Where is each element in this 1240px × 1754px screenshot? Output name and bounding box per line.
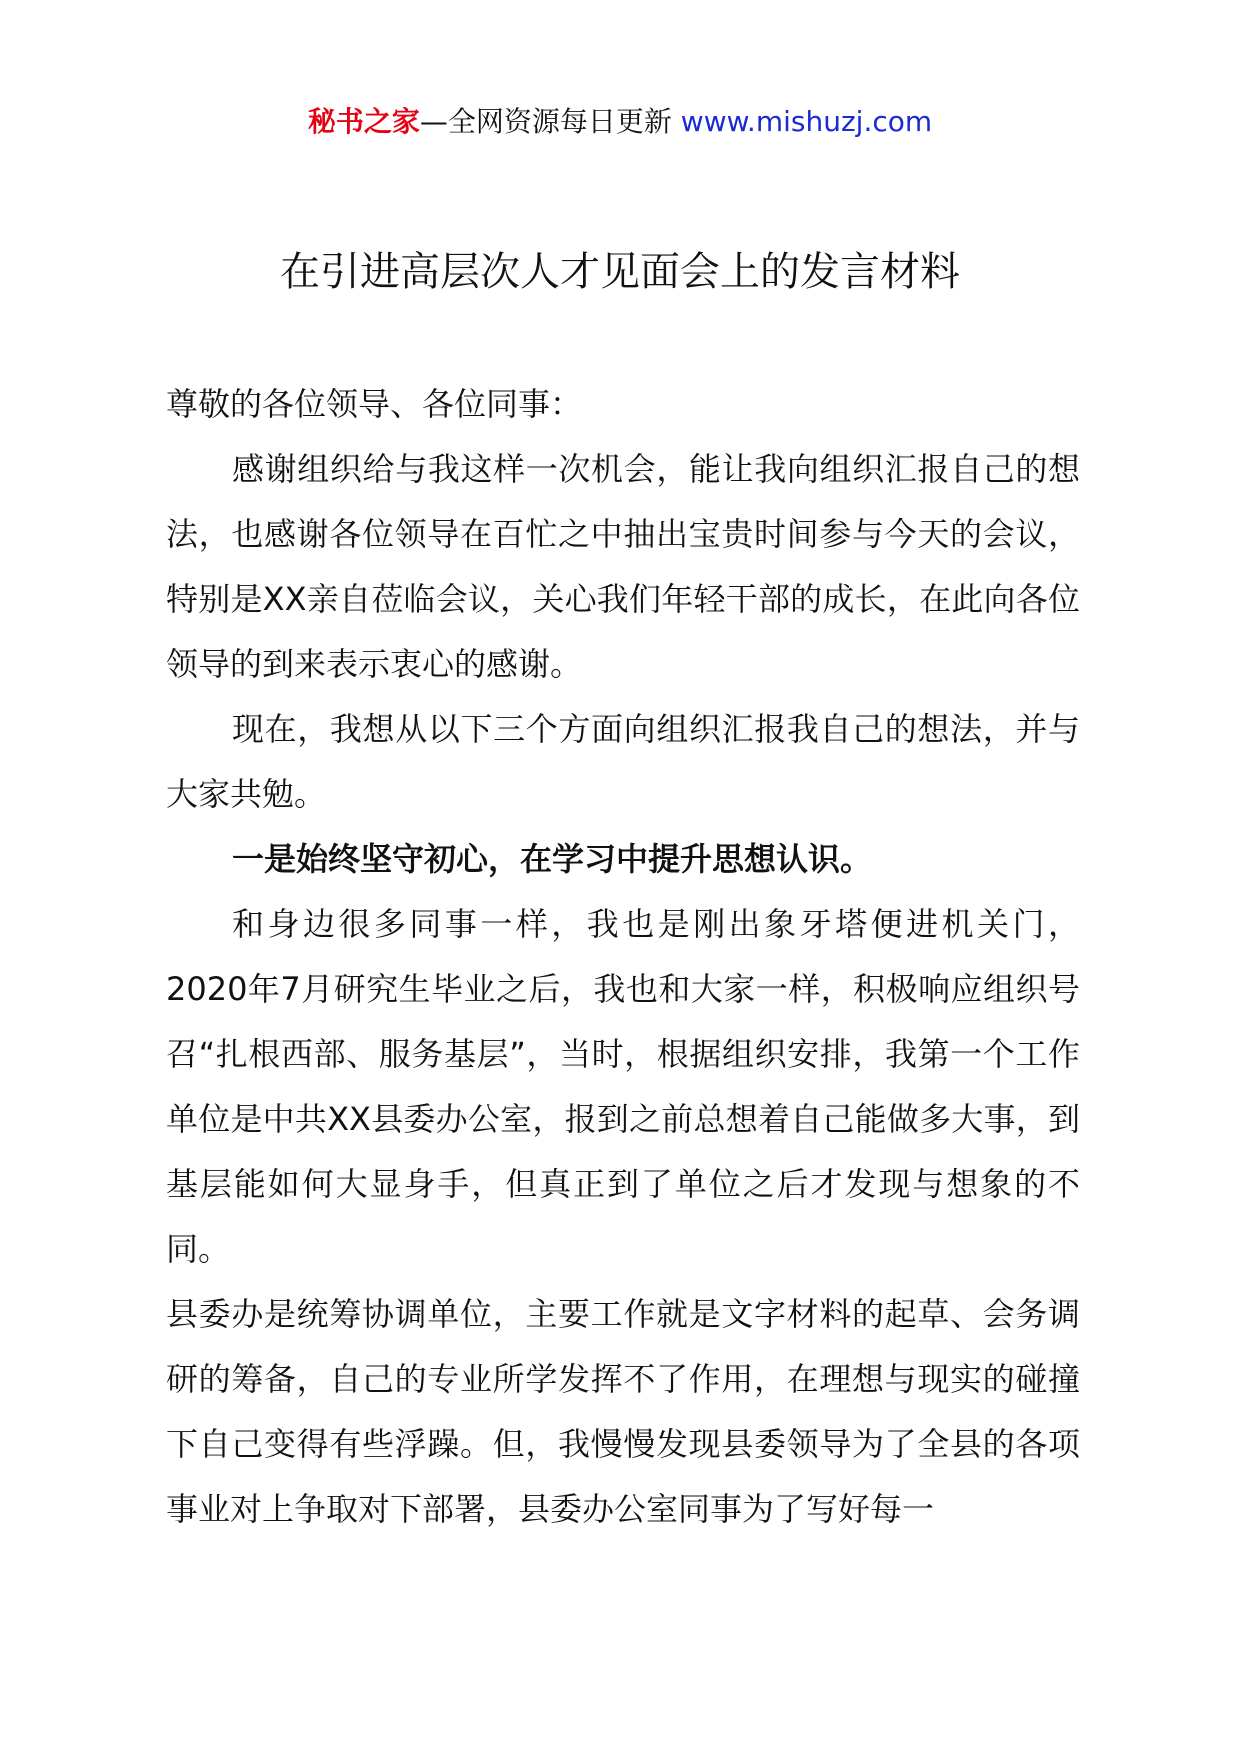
salutation: 尊敬的各位领导、各位同事：: [166, 385, 583, 423]
paragraph: 现在，我想从以下三个方面向组织汇报我自己的想法，并与大家共勉。: [166, 710, 1080, 813]
site-url-link[interactable]: www.mishuzj.com: [680, 105, 933, 138]
site-header: [0, 102, 1240, 142]
paragraph: 县委办是统筹协调单位，主要工作就是文字材料的起草、会务调研的筹备，自己的专业所学发挥不了作用，在理想与现实的碰撞下自己变得有些浮躁。但，我慢慢发现县委领导为了全县的各项事业对上争取对下部署，县委办公室同事为了写好每一: [166, 1295, 1080, 1528]
section-heading: 一是始终坚守初心，在学习中提升思想认识。: [232, 840, 873, 878]
paragraph: 和身边很多同事一样，我也是刚出象牙塔便进机关门，2020年7月研究生毕业之后，我也和大家一样，积极响应组织号召“扎根西部、服务基层”，当时，根据组织安排，我第一个工作单位是中共XX县委办公室，报到之前总想着自己能做多大事，到基层能如何大显身手，但真正到了单位之后才发现与想象的不同。: [166, 905, 1080, 1268]
document-title: 在引进高层次人才见面会上的发言材料: [280, 249, 960, 295]
brand-name: 秘书之家: [307, 105, 420, 138]
header-tagline: —全网资源每日更新: [419, 105, 672, 138]
document-body: [166, 372, 1080, 1542]
paragraph: 感谢组织给与我这样一次机会，能让我向组织汇报自己的想法，也感谢各位领导在百忙之中抽出宝贵时间参与今天的会议，特别是XX亲自莅临会议，关心我们年轻干部的成长，在此向各位领导的到来表示衷心的感谢。: [166, 450, 1080, 683]
